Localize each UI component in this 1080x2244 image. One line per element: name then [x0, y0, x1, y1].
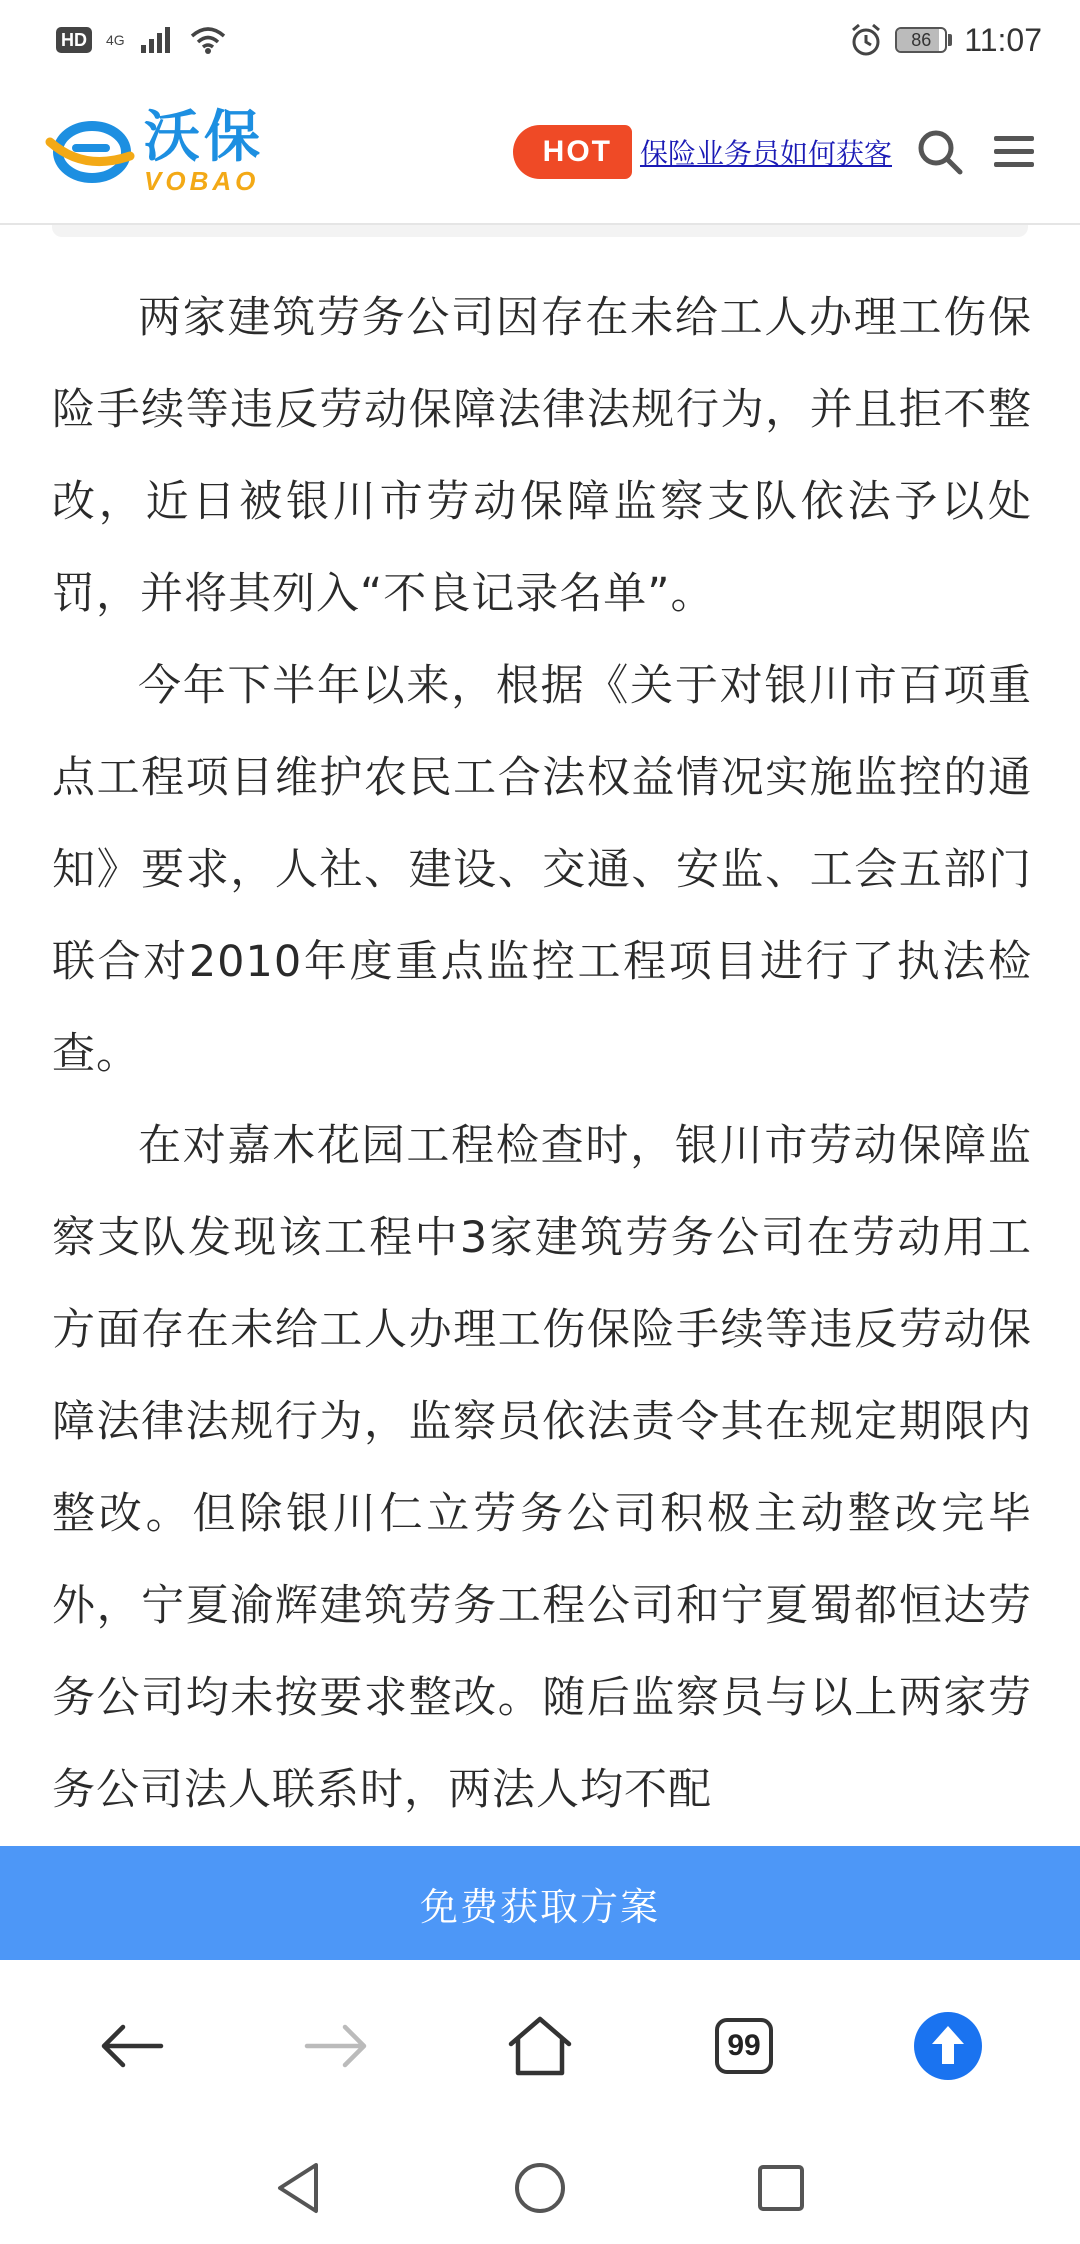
- hot-topic-link[interactable]: 保险业务员如何获客: [639, 136, 892, 170]
- alarm-clock-icon: [849, 23, 883, 57]
- article-paragraph: 在对嘉木花园工程检查时，银川市劳动保障监察支队发现该工程中3家建筑劳务公司在劳动用工方面存在未给工人办理工伤保险手续等违反劳动保障法律法规行为，监察员依法责令其在规定期限内整改。但除银川仁立劳务公司积极主动整改完毕外，宁夏渝辉建筑劳务工程公司和宁夏蜀都恒达劳务公司均未按要求整改。随后监察员与以上两家劳务公司法人联系时，两法人均不配: [52, 1121, 1032, 1815]
- network-type: 4G: [106, 32, 125, 48]
- hamburger-menu-icon: [992, 132, 1036, 172]
- logo-mark-icon: [44, 112, 136, 192]
- card-edge: [52, 225, 1028, 237]
- wifi-icon: [189, 25, 227, 55]
- free-plan-button[interactable]: 免费获取方案: [0, 1846, 1080, 1960]
- search-icon: [916, 128, 964, 176]
- logo-english-text: VOBAO: [144, 165, 260, 196]
- up-arrow-circle-icon: [912, 2010, 984, 2082]
- scroll-top-button[interactable]: [898, 1996, 998, 2096]
- clock-time: 11:07: [964, 21, 1042, 58]
- article-paragraph: 今年下半年以来，根据《关于对银川市百项重点工程项目维护农民工合法权益情况实施监控的通知》要求，人社、建设、交通、安监、工会五部门联合对2010年度重点监控工程项目进行了执法检查。: [52, 661, 1032, 1079]
- forward-arrow-icon: [301, 2021, 371, 2071]
- tabs-button[interactable]: [694, 1996, 794, 2096]
- browser-toolbar: [0, 1960, 1080, 2132]
- site-logo[interactable]: [44, 104, 264, 196]
- home-button[interactable]: [490, 1996, 590, 2096]
- home-icon: [505, 2014, 575, 2078]
- back-arrow-icon: [97, 2021, 167, 2071]
- battery-indicator: [895, 27, 952, 53]
- status-left: [56, 25, 227, 55]
- hd-badge: HD: [56, 27, 92, 53]
- forward-button[interactable]: [286, 1996, 386, 2096]
- circle-home-icon[interactable]: [513, 2161, 567, 2215]
- status-bar: [0, 0, 1080, 80]
- hot-badge[interactable]: HOT: [513, 125, 632, 179]
- logo-chinese-text: 沃保: [144, 104, 264, 170]
- status-right: [849, 22, 1042, 59]
- site-header: [0, 80, 1080, 225]
- search-button[interactable]: [914, 126, 966, 178]
- battery-level: 86: [911, 30, 932, 50]
- tab-count: 99: [715, 2018, 773, 2074]
- back-button[interactable]: [82, 1996, 182, 2096]
- header-actions: [513, 125, 1040, 179]
- signal-icon: [139, 25, 175, 55]
- system-navigation-bar: [0, 2132, 1080, 2244]
- triangle-back-icon[interactable]: [274, 2161, 324, 2215]
- square-recents-icon[interactable]: [756, 2163, 806, 2213]
- article-paragraph: 两家建筑劳务公司因存在未给工人办理工伤保险手续等违反劳动保障法律法规行为，并且拒不整改，近日被银川市劳动保障监察支队依法予以处罚，并将其列入“不良记录名单”。: [52, 293, 1032, 619]
- menu-button[interactable]: [988, 126, 1040, 178]
- article-body: [52, 272, 1032, 1836]
